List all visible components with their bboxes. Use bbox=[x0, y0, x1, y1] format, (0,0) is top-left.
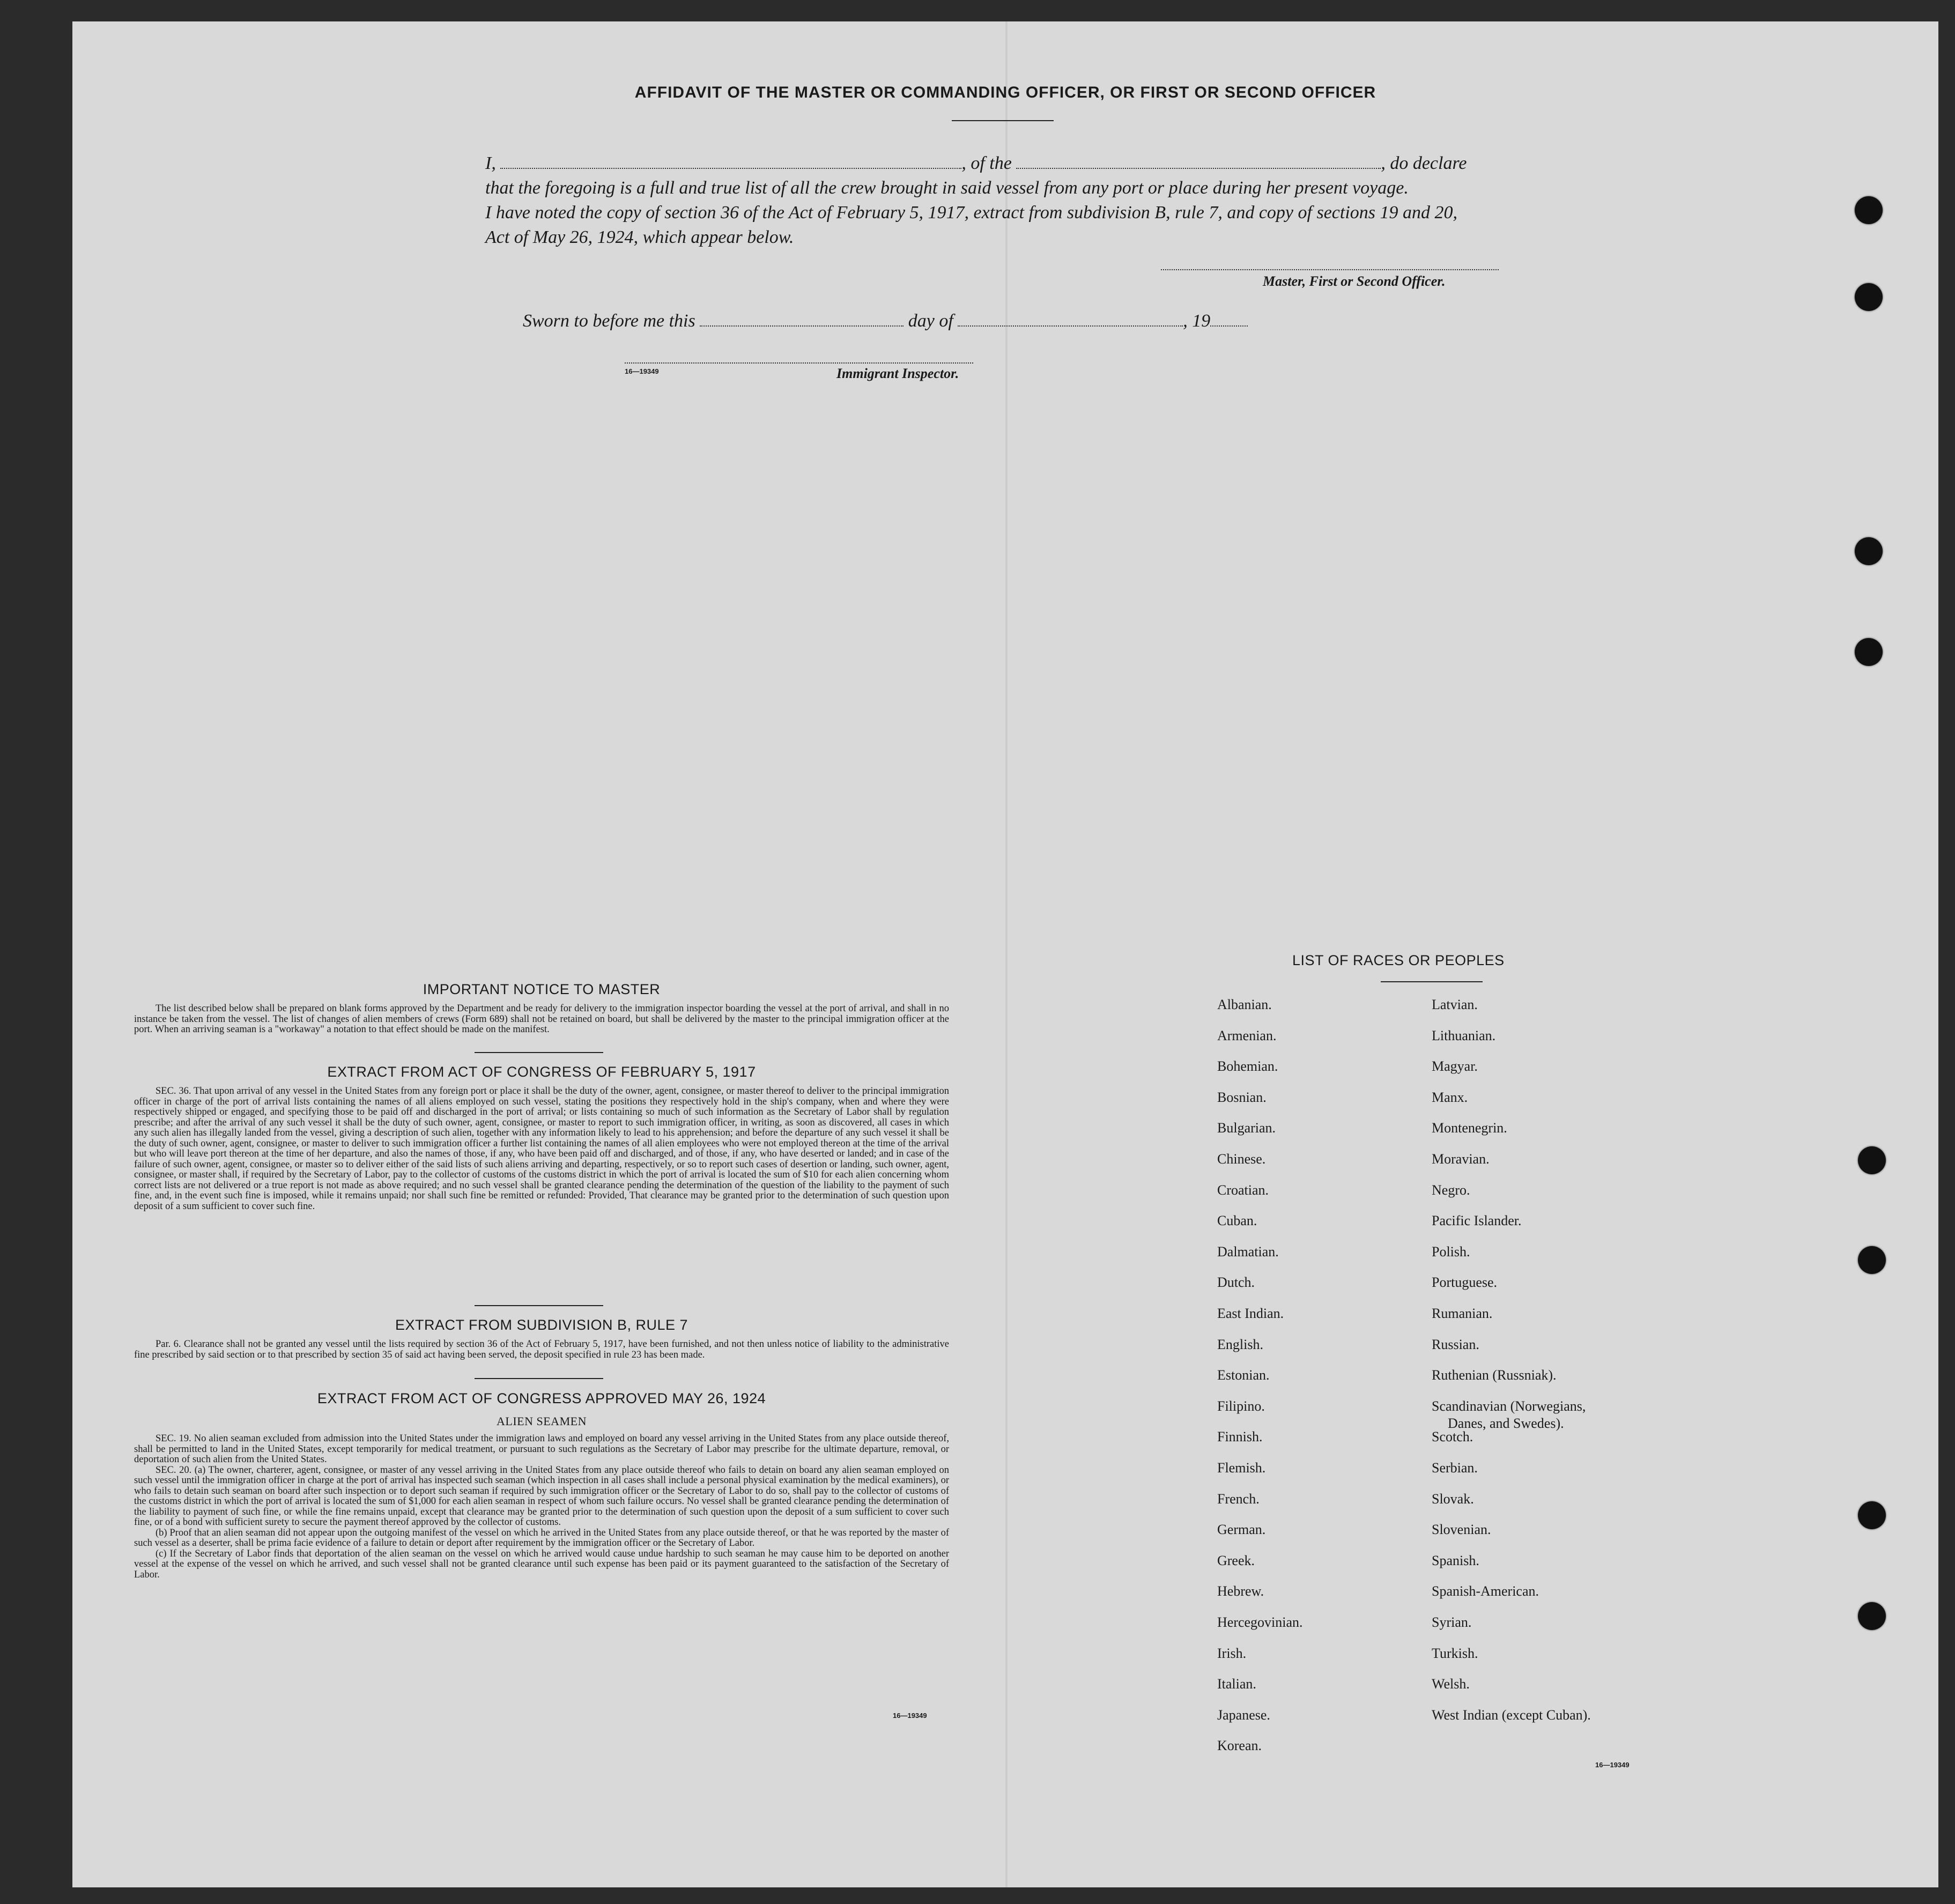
form-number-bottom-right: 16—19349 bbox=[1595, 1761, 1630, 1769]
section-rule bbox=[475, 1052, 603, 1053]
affidavit-line-4: Act of May 26, 1924, which appear below. bbox=[485, 227, 794, 247]
race-item: Estonian. bbox=[1217, 1367, 1270, 1383]
do-declare-label: , do declare bbox=[1381, 153, 1467, 173]
sec19-paragraph: SEC. 19. No alien seaman excluded from admission into the United States under the immigration laws and employed on board any vessel arriving in the United States from any place outside thereof, shall be permitted to land in the United States, except temporarily for medical treatment, or pursuant to such regulations as the Secretary of Labor may prescribe for the ultimate departure, removal, or deportation of such alien from the United States. bbox=[134, 1433, 949, 1465]
race-item: Irish. bbox=[1217, 1645, 1247, 1661]
race-item: Polish. bbox=[1432, 1243, 1470, 1260]
race-item: Albanian. bbox=[1217, 997, 1272, 1012]
race-item: Ruthenian (Russniak). bbox=[1432, 1367, 1557, 1383]
race-item: Spanish-American. bbox=[1432, 1583, 1539, 1599]
form-number-bottom-left: 16—19349 bbox=[893, 1712, 927, 1720]
race-item: Bulgarian. bbox=[1217, 1120, 1276, 1136]
fold-line bbox=[1005, 21, 1008, 1887]
race-item: Serbian. bbox=[1432, 1460, 1478, 1476]
title-rule bbox=[952, 120, 1054, 121]
sec20b-paragraph: (b) Proof that an alien seaman did not appear upon the outgoing manifest of the vessel on which he arrived in the United States from any place outside thereof, or that he was reported by the master of such vessel as a deserter, shall be prima facie evidence of a failure to detain or deport after requirement by the immigration officer or the Secretary of Labor. bbox=[134, 1527, 949, 1549]
extract-1924-title: EXTRACT FROM ACT OF CONGRESS APPROVED MAY 26, 1924 bbox=[317, 1390, 766, 1406]
extract-1924-text bbox=[134, 1434, 949, 1580]
race-item: Slovak. bbox=[1432, 1491, 1474, 1507]
rule7-text bbox=[134, 1339, 949, 1360]
affidavit-line-3: I have noted the copy of section 36 of the Act of February 5, 1917, extract from subdivision B, rule 7, and copy of sections 19 and 20, bbox=[485, 203, 1458, 223]
inspector-signature-line[interactable] bbox=[625, 362, 973, 365]
notice-text bbox=[134, 1004, 949, 1035]
signature-line[interactable] bbox=[1161, 269, 1499, 271]
extract-1917-title: EXTRACT FROM ACT OF CONGRESS OF FEBRUARY 5, 1917 bbox=[327, 1064, 756, 1080]
race-item: Danes, and Swedes). bbox=[1448, 1415, 1564, 1431]
race-item: Lithuanian. bbox=[1432, 1027, 1496, 1043]
affidavit-line-1 bbox=[485, 151, 1590, 176]
inspector-label: Immigrant Inspector. bbox=[836, 366, 959, 381]
race-item: Greek. bbox=[1217, 1552, 1255, 1568]
day-of-label: day of bbox=[908, 311, 953, 331]
race-item: Flemish. bbox=[1217, 1460, 1266, 1476]
name-blank[interactable] bbox=[500, 155, 961, 169]
punch-hole bbox=[1858, 1146, 1886, 1174]
sec36-paragraph: SEC. 36. That upon arrival of any vessel in the United States from any foreign port or place it shall be the duty of the owner, agent, consignee, or master thereof to deliver to the principal immigration officer in charge of the port of arrival lists containing the names of all aliens employed on such vessel, stating the positions they respectively hold in the ship's company, when and where they were respectively shipped or engaged, and specifying those to be paid off and discharged in the port of arrival; or lists containing so much of such information as the Secretary of Labor shall by regulation prescribe; and after the arrival of any such vessel it shall be the duty of such owner, agent, consignee, or master to report to such immigration officer, in writing, as soon as discovered, all cases in which any such alien has illegally landed from the vessel, giving a description of such alien, together with any information likely to lead to his apprehension; and before the departure of any such vessel it shall be the duty of such owner, agent, consignee, or master to deliver to such immigration officer a further list containing the names of all alien employees who were not employed thereon at the time of the arrival but who will leave port thereon at the time of her departure, and also the names of those, if any, who have been paid off and discharged, and of those, if any, who have deserted or landed; and in case of the failure of such owner, agent, consignee, or master so to deliver either of the said lists of such aliens arriving and departing, respectively, or so to report such cases of desertion or landing, such owner, agent, consignee, or master shall, if required by the Secretary of Labor, pay to the collector of customs of the customs district in which the port of arrival is located the sum of $10 for each alien concerning whom correct lists are not delivered or a true report is not made as above required; and no such vessel shall be granted clearance pending the determination of the question of the liability to the payment of such fine, and, in the event such fine is imposed, while it remains unpaid; nor shall such fine be remitted or refunded: Provided, That clearance may be granted prior to the determination of such question upon deposit of a sum sufficient to cover such fine. bbox=[134, 1086, 949, 1212]
race-item: Armenian. bbox=[1217, 1027, 1277, 1043]
race-item: Croatian. bbox=[1217, 1182, 1269, 1198]
race-item: West Indian (except Cuban). bbox=[1432, 1707, 1591, 1723]
race-item: Cuban. bbox=[1217, 1213, 1257, 1229]
race-item: Manx. bbox=[1432, 1089, 1468, 1105]
race-item: Dalmatian. bbox=[1217, 1243, 1279, 1260]
extract-1917-text bbox=[134, 1086, 949, 1212]
race-item: Moravian. bbox=[1432, 1151, 1490, 1167]
race-item: Turkish. bbox=[1432, 1645, 1478, 1661]
sworn-label: Sworn to before me this bbox=[523, 311, 695, 331]
section-rule bbox=[475, 1378, 603, 1379]
race-item: Dutch. bbox=[1217, 1275, 1255, 1291]
of-the-label: , of the bbox=[961, 153, 1012, 173]
race-item: Syrian. bbox=[1432, 1614, 1472, 1630]
race-item: Korean. bbox=[1217, 1738, 1262, 1754]
race-item: Slovenian. bbox=[1432, 1522, 1491, 1538]
race-item: Hercegovinian. bbox=[1217, 1614, 1303, 1630]
punch-hole bbox=[1855, 638, 1883, 666]
race-item: Negro. bbox=[1432, 1182, 1470, 1198]
race-item: Bosnian. bbox=[1217, 1089, 1267, 1105]
document-sheet bbox=[72, 21, 1938, 1887]
race-item: Welsh. bbox=[1432, 1676, 1470, 1692]
race-item: Spanish. bbox=[1432, 1552, 1479, 1568]
affidavit-line-2: that the foregoing is a full and true list of all the crew brought in said vessel from any port or place during her present voyage. bbox=[485, 178, 1409, 198]
race-item: German. bbox=[1217, 1522, 1266, 1538]
vessel-blank[interactable] bbox=[1016, 155, 1381, 169]
race-item: Japanese. bbox=[1217, 1707, 1270, 1723]
sec20a-paragraph: SEC. 20. (a) The owner, charterer, agent, consignee, or master of any vessel arriving in the United States from any place outside thereof who fails to detain on board any alien seaman employed on such vessel until the immigration officer in charge at the port of arrival has inspected such seaman (which inspection in all cases shall include a personal physical examination by the medical examiners), or who fails to detain such seaman on board after such inspection or to deport such seaman if required by such immigration officer or the Secretary of Labor to do so, shall pay to the collector of customs of the customs district in which the port of arrival is located the sum of $1,000 for each alien seaman in respect of whom such failure occurs. No vessel shall be granted clearance pending the determination of the liability to payment of such fine, or while the fine remains unpaid, except that clearance may be granted prior to the determination of such question upon the deposit of a sum sufficient to cover such fine, or of a bond with sufficient surety to secure the payment thereof approved by the collector of customs. bbox=[134, 1464, 949, 1528]
signature-label: Master, First or Second Officer. bbox=[1263, 273, 1446, 289]
race-item: French. bbox=[1217, 1491, 1260, 1507]
race-item: Rumanian. bbox=[1432, 1306, 1493, 1321]
punch-hole bbox=[1855, 537, 1883, 565]
race-item: Filipino. bbox=[1217, 1398, 1265, 1414]
punch-hole bbox=[1858, 1501, 1886, 1529]
i-label: I, bbox=[485, 153, 496, 173]
race-item: English. bbox=[1217, 1336, 1263, 1352]
race-item: Chinese. bbox=[1217, 1151, 1266, 1167]
race-item: Scotch. bbox=[1432, 1429, 1473, 1445]
sec20c-paragraph: (c) If the Secretary of Labor finds that deportation of the alien seaman on the vessel on which he arrived would cause undue hardship to such seaman he may cause him to be deported on another vessel at the expense of the vessel on which he arrived, and such vessel shall not be granted clearance until such expense has been paid or its payment guaranteed to the satisfaction of the Secretary of Labor. bbox=[134, 1548, 949, 1580]
race-item: East Indian. bbox=[1217, 1306, 1284, 1321]
race-item: Hebrew. bbox=[1217, 1583, 1264, 1599]
sworn-line bbox=[523, 309, 1595, 334]
year-blank[interactable] bbox=[1210, 313, 1248, 327]
sworn-month-blank[interactable] bbox=[958, 313, 1183, 327]
race-item: Finnish. bbox=[1217, 1429, 1263, 1445]
race-item: Montenegrin. bbox=[1432, 1120, 1507, 1136]
punch-hole bbox=[1858, 1246, 1886, 1274]
punch-hole bbox=[1858, 1602, 1886, 1630]
notice-paragraph: The list described below shall be prepared on blank forms approved by the Department and be ready for delivery to the immigration inspector boarding the vessel at the port of arrival, and shall in no instance be taken from the vessel. The list of changes of alien members of crews (Form 689) shall not be retained on board, but shall be delivered by the master to the principal immigration officer at the port. When an arriving seaman is a "workaway" a notation to that effect should be made on the manifest. bbox=[134, 1003, 949, 1035]
rule7-title: EXTRACT FROM SUBDIVISION B, RULE 7 bbox=[395, 1317, 688, 1333]
sworn-day-blank[interactable] bbox=[700, 313, 904, 327]
race-item: Pacific Islander. bbox=[1432, 1213, 1522, 1229]
race-item: Italian. bbox=[1217, 1676, 1256, 1692]
notice-title: IMPORTANT NOTICE TO MASTER bbox=[423, 981, 661, 997]
race-item: Magyar. bbox=[1432, 1058, 1478, 1075]
year-prefix: , 19 bbox=[1183, 311, 1211, 331]
races-title-rule bbox=[1381, 981, 1483, 982]
race-item: Russian. bbox=[1432, 1336, 1479, 1352]
punch-hole bbox=[1855, 196, 1883, 224]
punch-hole bbox=[1855, 283, 1883, 311]
form-number-top: 16—19349 bbox=[625, 367, 659, 375]
races-title: LIST OF RACES OR PEOPLES bbox=[1292, 952, 1505, 968]
race-item: Latvian. bbox=[1432, 997, 1478, 1012]
par6-paragraph: Par. 6. Clearance shall not be granted any vessel until the lists required by section 36 of the Act of February 5, 1917, have been furnished, and not then unless notice of liability to the administrative fine prescribed by said section or to that prescribed by section 35 of said act having been served, the deposit specified in rule 23 has been made. bbox=[134, 1339, 949, 1360]
section-rule bbox=[475, 1305, 603, 1306]
alien-seamen-subtitle: ALIEN SEAMEN bbox=[497, 1414, 587, 1428]
race-item: Scandinavian (Norwegians, bbox=[1432, 1398, 1586, 1414]
race-item: Portuguese. bbox=[1432, 1275, 1498, 1291]
affidavit-title: AFFIDAVIT OF THE MASTER OR COMMANDING OFFICER, OR FIRST OR SECOND OFFICER bbox=[634, 84, 1376, 101]
race-item: Bohemian. bbox=[1217, 1058, 1278, 1075]
